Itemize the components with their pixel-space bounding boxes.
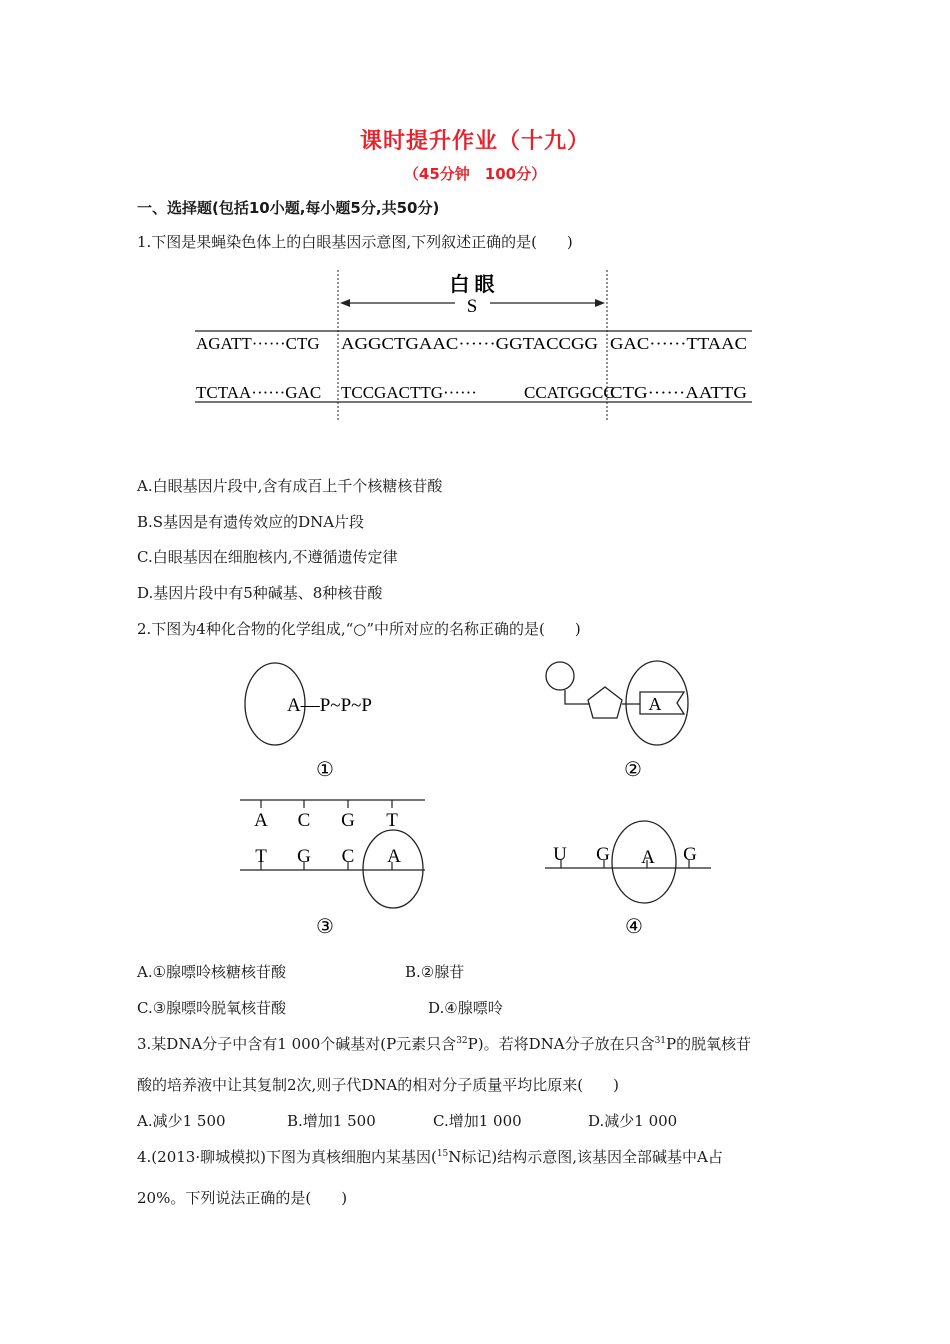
q2-stem: 2.下图为4种化合物的化学组成,“○”中所对应的名称正确的是( ) xyxy=(137,620,581,638)
q1-stem: 1.下图是果蝇染色体上的白眼基因示意图,下列叙述正确的是( ) xyxy=(137,233,573,251)
figure-1-atp xyxy=(245,663,372,781)
figure-number-3: ③ xyxy=(316,916,334,938)
phosphate-icon xyxy=(546,662,574,690)
page-subtitle: （45分钟 100分） xyxy=(403,165,547,183)
rna-base-3: A xyxy=(641,847,655,868)
s-label: S xyxy=(466,296,478,317)
gene-label: 白 眼 xyxy=(449,274,495,296)
base-top-3: G xyxy=(341,810,355,831)
q2-option-a: A.①腺嘌呤核糖核苷酸 xyxy=(137,963,287,981)
q4-stem-line2: 20%。下列说法正确的是( ) xyxy=(137,1189,348,1207)
section-heading: 一、选择题(包括10小题,每小题5分,共50分) xyxy=(137,199,440,217)
q3-stem-line1: 3.某DNA分子中含有1 000个碱基对(P元素只含$^{32}$P)。若将DNA分子放在只含$^{31}$P的脱氧核苷 xyxy=(137,1035,752,1053)
base-bottom-1: T xyxy=(255,846,267,867)
q1-option-d: D.基因片段中有5种碱基、8种核苷酸 xyxy=(137,584,383,602)
arrow-right-icon xyxy=(595,299,605,307)
q2-option-d: D.④腺嘌呤 xyxy=(428,999,503,1017)
figure-4-rna xyxy=(545,821,711,938)
rna-base-1: U xyxy=(553,844,567,865)
top-strand-left: AGATT······CTG xyxy=(196,334,320,353)
base-shape-icon xyxy=(640,692,684,714)
base-top-2: C xyxy=(297,810,311,831)
bottom-strand-middle-b: CCATGGCC xyxy=(524,383,615,402)
atp-formula: A—P~P~P xyxy=(287,695,372,716)
arrow-left-icon xyxy=(340,299,350,307)
bottom-strand-right: CTG······AATTG xyxy=(610,383,747,402)
q3-option-d: D.减少1 000 xyxy=(588,1112,678,1130)
q1-option-b: B.S基因是有遗传效应的DNA片段 xyxy=(137,513,365,531)
base-top-1: A xyxy=(254,810,268,831)
figure-number-1: ① xyxy=(316,759,334,781)
circle-marker-icon xyxy=(363,830,423,908)
bottom-strand-left: TCTAA······GAC xyxy=(196,383,322,402)
page-title: 课时提升作业（十九） xyxy=(359,129,590,154)
figure-number-4: ④ xyxy=(625,916,643,938)
q4-stem-line1: 4.(2013·聊城模拟)下图为真核细胞内某基因($^{15}$N标记)结构示意图,该基因全部碱基中A占 xyxy=(137,1148,723,1166)
q3-option-b: B.增加1 500 xyxy=(287,1112,376,1130)
q2-option-b: B.②腺苷 xyxy=(405,963,465,981)
base-top-4: T xyxy=(386,810,398,831)
q2-figures xyxy=(235,650,725,945)
rna-base-2: G xyxy=(596,844,610,865)
q2-option-c: C.③腺嘌呤脱氧核苷酸 xyxy=(137,999,287,1017)
top-strand-right: GAC······TTAAC xyxy=(610,334,747,353)
base-bottom-3: C xyxy=(341,846,355,867)
top-strand-middle: AGGCTGAAC······GGTACCGG xyxy=(341,334,598,353)
rna-base-4: G xyxy=(683,844,697,865)
q1-gene-figure xyxy=(190,265,760,425)
pentose-sugar-icon xyxy=(588,687,622,718)
q3-option-a: A.减少1 500 xyxy=(137,1112,226,1130)
figure-2-nucleotide xyxy=(546,661,688,781)
q1-option-c: C.白眼基因在细胞核内,不遵循遗传定律 xyxy=(137,548,398,566)
q3-option-c: C.增加1 000 xyxy=(433,1112,522,1130)
q1-option-a: A.白眼基因片段中,含有成百上千个核糖核苷酸 xyxy=(137,477,443,495)
base-label: A xyxy=(648,694,662,714)
bottom-strand-middle-a: TCCGACTTG······ xyxy=(341,383,477,402)
figure-3-dna xyxy=(240,800,425,938)
base-bottom-2: G xyxy=(297,846,311,867)
figure-number-2: ② xyxy=(624,759,642,781)
q3-stem-line2: 酸的培养液中让其复制2次,则子代DNA的相对分子质量平均比原来( ) xyxy=(137,1076,620,1094)
base-bottom-4: A xyxy=(387,846,401,867)
